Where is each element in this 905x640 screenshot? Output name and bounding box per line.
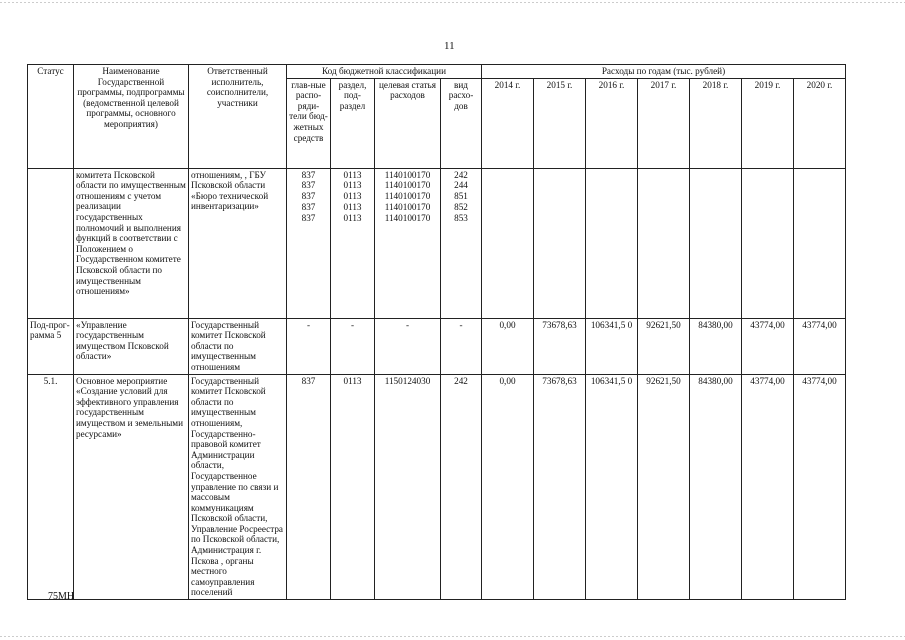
row-cs: 1150124030 bbox=[375, 374, 441, 599]
row-value: 43774,00 bbox=[794, 318, 846, 374]
row-vid: - bbox=[441, 318, 482, 374]
code-cell: 1140100170 bbox=[384, 191, 431, 202]
header-code-glav: глав-ные распо-ряди-тели бюд-жетных средств bbox=[287, 78, 331, 168]
row-glav bbox=[287, 168, 331, 318]
row-value bbox=[638, 168, 690, 318]
code-cell: 837 bbox=[301, 169, 316, 180]
row-value bbox=[482, 168, 534, 318]
header-year-2018: 2018 г. bbox=[690, 78, 742, 168]
row-value: 92621,50 bbox=[638, 318, 690, 374]
row-value: 106341,5 0 bbox=[586, 318, 638, 374]
row-executor: отношениям, , ГБУ Псковской области «Бюро технической инвентаризации» bbox=[189, 168, 287, 318]
row-vid: 242 bbox=[441, 374, 482, 599]
header-row-1 bbox=[28, 65, 846, 79]
row-value: 43774,00 bbox=[742, 374, 794, 599]
row-razdel: - bbox=[331, 318, 375, 374]
page-number: 11 bbox=[444, 40, 455, 52]
row-value bbox=[742, 168, 794, 318]
budget-table bbox=[27, 64, 846, 600]
row-cs bbox=[375, 168, 441, 318]
table-row bbox=[28, 374, 846, 599]
row-razdel bbox=[331, 168, 375, 318]
header-code-group: Код бюджетной классификации bbox=[287, 65, 482, 79]
code-cell: 0113 bbox=[343, 180, 362, 191]
row-status bbox=[28, 168, 74, 318]
row-value: 43774,00 bbox=[742, 318, 794, 374]
row-name: комитета Псковской области по имущественным отношениям с учетом реализации государственных полномочий и выполнения функций в соответствии с Положением о Государственном комитете Псковской области по имущественным отношениям» bbox=[74, 168, 189, 318]
header-year-2017: 2017 г. bbox=[638, 78, 690, 168]
header-year-2016: 2016 г. bbox=[586, 78, 638, 168]
header-code-cs: целевая статья расходов bbox=[375, 78, 441, 168]
scan-edge-bottom bbox=[0, 636, 905, 637]
row-status: Под-прог-рамма 5 bbox=[28, 318, 74, 374]
code-cell: 1140100170 bbox=[384, 201, 431, 212]
row-value bbox=[794, 168, 846, 318]
row-value bbox=[586, 168, 638, 318]
header-name: Наименование Государственной программы, подпрограммы (ведомственной целевой программы, основного мероприятия) bbox=[74, 65, 189, 169]
row-vid bbox=[441, 168, 482, 318]
code-cell: 1140100170 bbox=[384, 180, 431, 191]
code-cell: 852 bbox=[454, 201, 468, 212]
header-code-razdel: раздел, под-раздел bbox=[331, 78, 375, 168]
code-cell: 1140100170 bbox=[384, 169, 431, 180]
code-cell: 244 bbox=[454, 180, 468, 191]
header-year-2014: 2014 г. bbox=[482, 78, 534, 168]
table-row bbox=[28, 318, 846, 374]
code-cell: 853 bbox=[454, 212, 468, 223]
row-value: 73678,63 bbox=[534, 374, 586, 599]
row-razdel: 0113 bbox=[331, 374, 375, 599]
row-glav: 837 bbox=[287, 374, 331, 599]
header-expenses-group: Расходы по годам (тыс. рублей) bbox=[482, 65, 846, 79]
header-year-2019: 2019 г. bbox=[742, 78, 794, 168]
row-cs: - bbox=[375, 318, 441, 374]
row-executor: Государственный комитет Псковской области по имущественным отношениям, Государственно-правовой комитет Администрации области, Государственное управление по связи и массовым коммуникациям Псковской области, Управление Росреестра по Псковской области, Администрация г. Пскова , органы местного самоуправления поселений bbox=[189, 374, 287, 599]
row-value: 0,00 bbox=[482, 318, 534, 374]
row-value: 43774,00 bbox=[794, 374, 846, 599]
row-value: 92621,50 bbox=[638, 374, 690, 599]
code-cell: 837 bbox=[301, 191, 316, 202]
code-cell: 851 bbox=[454, 191, 468, 202]
footer-code: 75МН bbox=[48, 591, 75, 602]
row-name: «Управление государственным имуществом Псковской области» bbox=[74, 318, 189, 374]
row-value: 106341,5 0 bbox=[586, 374, 638, 599]
row-value: 84380,00 bbox=[690, 318, 742, 374]
row-value bbox=[690, 168, 742, 318]
row-name: Основное мероприятие «Создание условий для эффективного управления государственным имуществом и земельными ресурсами» bbox=[74, 374, 189, 599]
table-row bbox=[28, 168, 846, 318]
row-value: 73678,63 bbox=[534, 318, 586, 374]
code-cell: 242 bbox=[454, 169, 468, 180]
header-year-2020: 2020 г. bbox=[794, 78, 846, 168]
row-status: 5.1. bbox=[28, 374, 74, 599]
code-cell: 0113 bbox=[343, 169, 362, 180]
scan-edge-top bbox=[0, 2, 905, 3]
header-status: Статус bbox=[28, 65, 74, 169]
header-executor: Ответственный исполнитель, соисполнители, участники bbox=[189, 65, 287, 169]
code-cell: 0113 bbox=[343, 191, 362, 202]
code-cell: 0113 bbox=[343, 201, 362, 212]
row-executor: Государственный комитет Псковской области по имущественным отношениям bbox=[189, 318, 287, 374]
code-cell: 1140100170 bbox=[384, 212, 431, 223]
row-value: 84380,00 bbox=[690, 374, 742, 599]
code-cell: 837 bbox=[301, 201, 316, 212]
row-value: 0,00 bbox=[482, 374, 534, 599]
header-code-vid: вид расхо-дов bbox=[441, 78, 482, 168]
code-cell: 0113 bbox=[343, 212, 362, 223]
row-glav: - bbox=[287, 318, 331, 374]
code-cell: 837 bbox=[301, 212, 316, 223]
row-value bbox=[534, 168, 586, 318]
header-year-2015: 2015 г. bbox=[534, 78, 586, 168]
code-cell: 837 bbox=[301, 180, 316, 191]
